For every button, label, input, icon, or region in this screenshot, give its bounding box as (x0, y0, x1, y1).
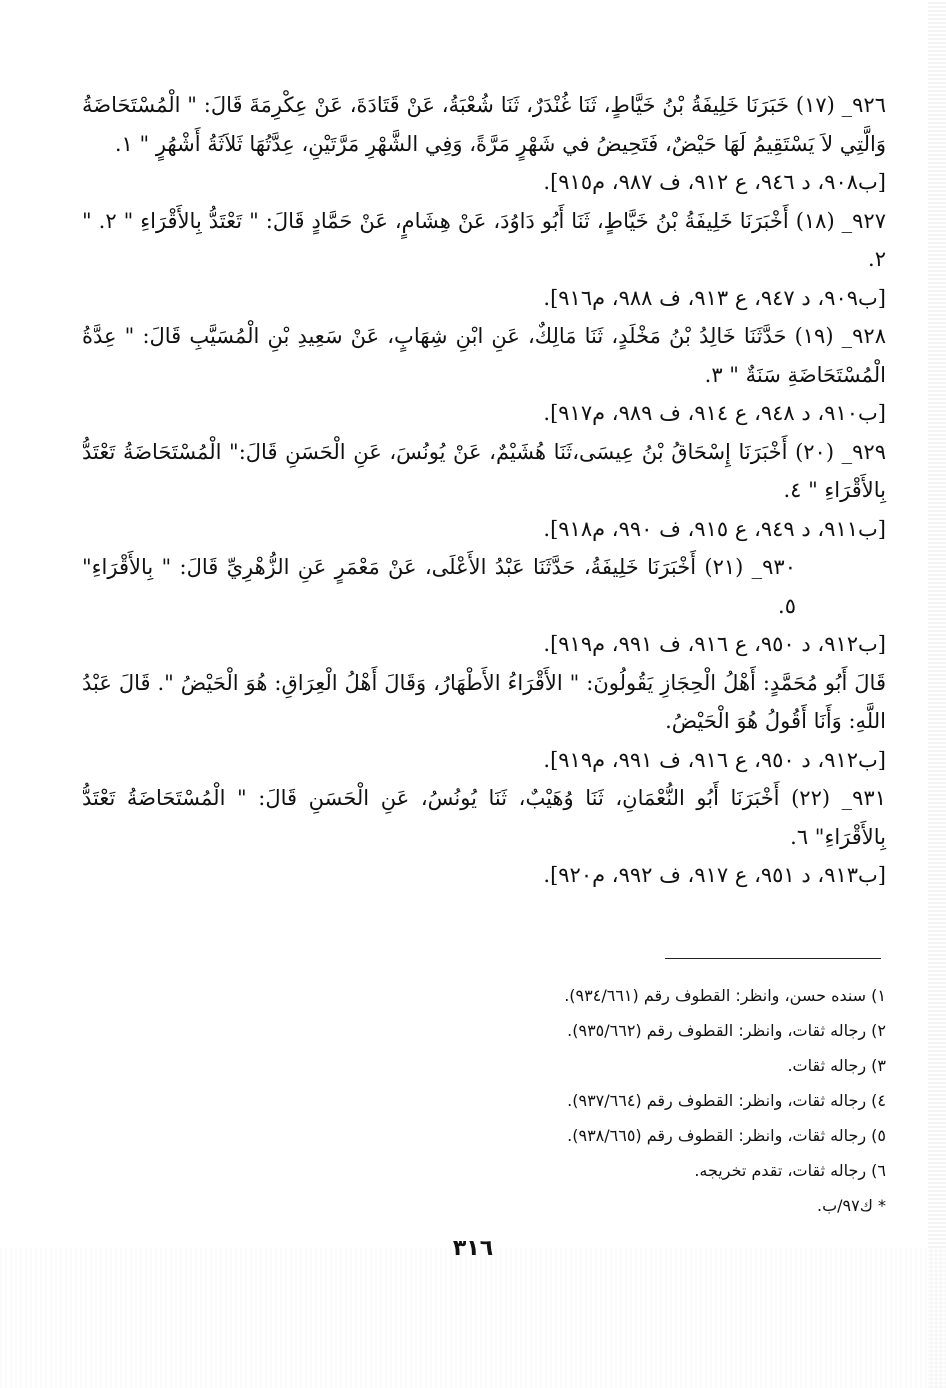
footnote-4: ٤) رجاله ثقات، وانظر: القطوف رقم (٩٣٧/٦٦٤). (567, 1091, 886, 1110)
hadith-928: ٩٢٨_ (١٩) حَدَّثَنَا خَالِدُ بْنُ مَخْلَدٍ، ثَنَا مَالِكٌ، عَنِ ابْنِ شِهَابٍ، عَنْ سَعِيدِ بْنِ الْمُسَيَّبِ قَالَ: " عِدَّةُ الْمُسْتَحَاضَةِ سَنَةٌ " ٣. (82, 324, 886, 387)
page-number: ٣١٦ (452, 1236, 494, 1261)
main-text (82, 86, 886, 895)
footnote-2: ٢) رجاله ثقات، وانظر: القطوف رقم (٩٣٥/٦٦٢). (567, 1021, 886, 1040)
reference-929: [ب٩١١، د ٩٤٩، ع ٩١٥، ف ٩٩٠، م٩١٨]. (543, 516, 886, 541)
scan-edge-right (928, 0, 946, 1388)
reference-commentary: [ب٩١٢، د ٩٥٠، ع ٩١٦، ف ٩٩١، م٩١٩]. (543, 747, 886, 772)
footnote-1: ١) سنده حسن، وانظر: القطوف رقم (٩٣٤/٦٦١). (564, 986, 886, 1005)
footnotes (200, 978, 886, 1223)
reference-926: [ب٩٠٨، د ٩٤٦، ع ٩١٢، ف ٩٨٧، م٩١٥]. (543, 170, 886, 194)
reference-928: [ب٩١٠، د ٩٤٨، ع ٩١٤، ف ٩٨٩، م٩١٧]. (543, 401, 886, 425)
hadith-926: ٩٢٦_ (١٧) خَبَرَنَا خَلِيفَةُ بْنُ خَيَّاطٍ، ثَنَا غُنْدَرٌ، ثَنَا شُعْبَةُ، عَنْ قَتَادَةَ، عَنْ عِكْرِمَةَ قَالَ: " الْمُسْتَحَاضَةُ وَالَّتِي لاَ يَسْتَقِيمُ لَهَا حَيْضٌ، فَتَحِيضُ في شَهْرٍ مَرَّةً، وَفِي الشَّهْرِ مَرَّتَيْنِ، عِدَّتُهَا ثَلاَثَةُ أَشْهُرٍ " ١. (82, 93, 886, 156)
footnote-6: ٦) رجاله ثقات، تقدم تخريجه. (694, 1161, 886, 1180)
footnote-divider (665, 958, 881, 959)
hadith-929: ٩٢٩_ (٢٠) أَخْبَرَنَا إِسْحَاقُ بْنُ عِيسَى،ثَنَا هُشَيْمٌ، عَنْ يُونُسَ، عَنِ الْحَسَنِ قَالَ:" الْمُسْتَحَاضَةُ تَعْتَدُّ بِالأَقْرَاءِ " ٤. (82, 439, 886, 502)
reference-931: [ب٩١٣، د ٩٥١، ع ٩١٧، ف ٩٩٢، م٩٢٠]. (543, 863, 886, 887)
hadith-930: ٩٣٠_ (٢١) أَخْبَرَنَا خَلِيفَةُ، حَدَّثَنَا عَبْدُ الأَعْلَى، عَنْ مَعْمَرٍ عَنِ الزُّهْرِيِّ قَالَ: " بِالأَقْرَاءِ" ٥. (82, 555, 796, 618)
reference-930: [ب٩١٢، د ٩٥٠، ع ٩١٦، ف ٩٩١، م٩١٩]. (543, 632, 886, 656)
footnote-3: ٣) رجاله ثقات. (787, 1056, 886, 1075)
hadith-931: ٩٣١_ (٢٢) أَخْبَرَنَا أَبُو النُّعْمَانِ، ثَنَا وُهَيْبٌ، ثَنَا يُونُسُ، عَنِ الْحَسَنِ قَالَ: " الْمُسْتَحَاضَةُ تَعْتَدُّ بِالأَقْرَاءِ" ٦. (82, 786, 886, 849)
footnote-manuscript-note: * ك٩٧/ب. (816, 1196, 886, 1215)
scan-edge-bottom (0, 1248, 946, 1388)
reference-927: [ب٩٠٩، د ٩٤٧، ع ٩١٣، ف ٩٨٨، م٩١٦]. (543, 285, 886, 310)
footnote-5: ٥) رجاله ثقات، وانظر: القطوف رقم (٩٣٨/٦٦٥). (567, 1126, 886, 1145)
commentary-abu-muhammad: قَالَ أَبُو مُحَمَّدٍ: أَهْلُ الْحِجَازِ يَقُولُونَ: " الأَقْرَاءُ الأَطْهَارُ، وَقَالَ أَهْلُ الْعِرَاقِ: هُوَ الْحَيْضُ ". قَالَ عَبْدُ اللَّهِ: وَأَنَا أَقُولُ هُوَ الْحَيْضُ. (82, 670, 886, 733)
hadith-927: ٩٢٧_ (١٨) أَخْبَرَنَا خَلِيفَةُ بْنُ خَيَّاطٍ، ثَنَا أَبُو دَاوُدَ، عَنْ هِشَامٍ، عَنْ حَمَّادٍ قَالَ: " تَعْتَدُّ بِالأَقْرَاءِ " ٢. " ٢. (82, 208, 886, 271)
